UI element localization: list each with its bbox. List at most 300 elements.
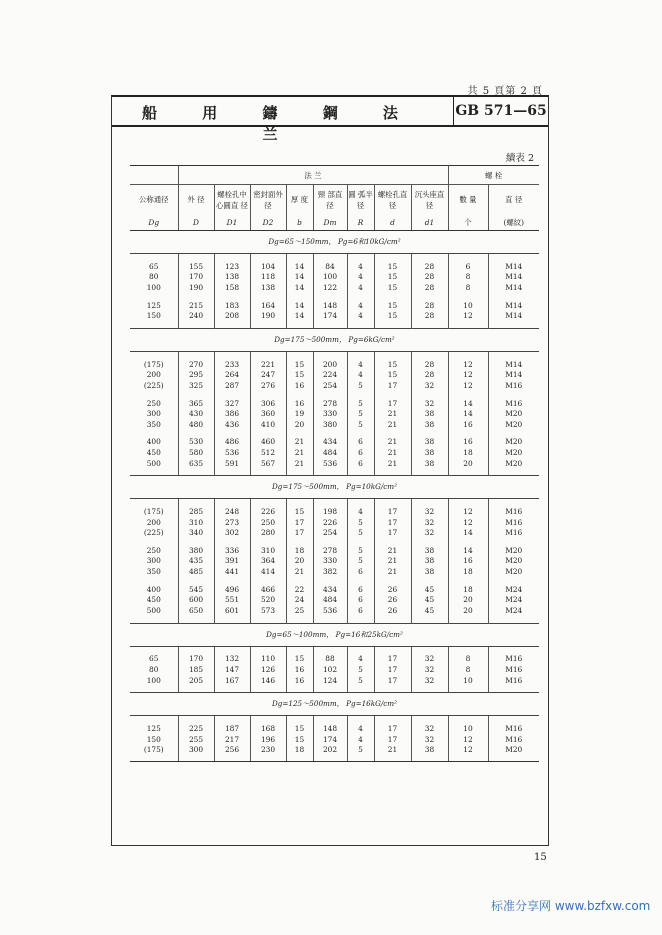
table-cell: 26 bbox=[374, 594, 411, 605]
table-cell: 16 bbox=[448, 419, 488, 430]
group-spacer bbox=[130, 321, 539, 329]
table-cell: 8 bbox=[448, 282, 488, 293]
table-row bbox=[130, 310, 539, 321]
table-cell: 380 bbox=[178, 545, 214, 556]
table-cell: M20 bbox=[505, 447, 523, 457]
table-cell: 21 bbox=[374, 545, 411, 556]
table-cell: M24 bbox=[505, 595, 523, 605]
table-cell: 302 bbox=[214, 528, 250, 539]
table-cell: 233 bbox=[214, 359, 250, 370]
header-neck-dia: 頸 部直 径 bbox=[313, 185, 347, 215]
standard-frame bbox=[111, 95, 549, 846]
table-cell: 6 bbox=[347, 447, 374, 458]
header-seal-face: 密封面外 径 bbox=[250, 185, 286, 215]
table-cell: 28 bbox=[411, 282, 448, 293]
header-nominal-dia: 公称通径 bbox=[130, 185, 178, 215]
table-cell: 38 bbox=[411, 437, 448, 448]
table-cell: 190 bbox=[178, 282, 214, 293]
table-cell: 8 bbox=[448, 272, 488, 283]
table-cell: M16 bbox=[505, 528, 523, 538]
table-cell: 15 bbox=[286, 506, 313, 517]
table-cell: 364 bbox=[250, 556, 286, 567]
table-cell: 15 bbox=[374, 261, 411, 272]
table-cell: 6 bbox=[347, 605, 374, 616]
table-row bbox=[130, 664, 539, 675]
table-cell: 22 bbox=[286, 584, 313, 595]
table-cell: 5 bbox=[347, 664, 374, 675]
table-row bbox=[130, 517, 539, 528]
table-cell: 5 bbox=[347, 398, 374, 409]
header-outer-dia: 外 径 bbox=[178, 185, 214, 215]
header-bolt-hole: 螺栓孔直 径 bbox=[374, 185, 411, 215]
page-number: 15 bbox=[534, 852, 547, 863]
table-row bbox=[130, 447, 539, 458]
header-empty bbox=[130, 166, 178, 185]
standard-code: GB 571—65 bbox=[453, 97, 548, 125]
table-cell: 14 bbox=[448, 528, 488, 539]
table-cell: 450 bbox=[130, 447, 178, 458]
table-cell: 15 bbox=[374, 310, 411, 321]
table-cell: 12 bbox=[448, 745, 488, 756]
table-cell: 310 bbox=[178, 517, 214, 528]
symbol-thickness: b bbox=[286, 214, 313, 231]
table-cell: 16 bbox=[448, 437, 488, 448]
table-cell: 104 bbox=[250, 261, 286, 272]
symbol-outer: D bbox=[178, 214, 214, 231]
table-cell: 28 bbox=[411, 310, 448, 321]
section-condition-label: Dg=65～150mm， Pg=6和10kG/cm² bbox=[130, 231, 539, 254]
table-cell: 5 bbox=[347, 517, 374, 528]
section-condition-label: Dg=125～500mm， Pg=16kG/cm² bbox=[130, 693, 539, 716]
table-cell: 28 bbox=[411, 272, 448, 283]
table-cell: 12 bbox=[448, 506, 488, 517]
table-cell: 21 bbox=[374, 556, 411, 567]
table-cell: 278 bbox=[313, 398, 347, 409]
table-cell: 496 bbox=[214, 584, 250, 595]
table-cell: 484 bbox=[313, 447, 347, 458]
table-cell: 205 bbox=[178, 675, 214, 686]
table-cell: (225) bbox=[130, 528, 178, 539]
table-cell: 14 bbox=[448, 398, 488, 409]
table-cell: 138 bbox=[214, 272, 250, 283]
table-cell: 190 bbox=[250, 310, 286, 321]
table-cell: 21 bbox=[374, 437, 411, 448]
table-cell: M24 bbox=[505, 605, 523, 615]
symbol-countersink: d1 bbox=[411, 214, 448, 231]
table-cell: 28 bbox=[411, 300, 448, 311]
section-heading bbox=[130, 231, 539, 254]
table-cell: 435 bbox=[178, 556, 214, 567]
table-cell: 187 bbox=[214, 723, 250, 734]
table-cell: 264 bbox=[214, 370, 250, 381]
table-row bbox=[130, 745, 539, 756]
table-cell: 5 bbox=[347, 675, 374, 686]
table-cell: 250 bbox=[130, 398, 178, 409]
table-cell: 310 bbox=[250, 545, 286, 556]
table-cell: 20 bbox=[286, 556, 313, 567]
table-cell: 4 bbox=[347, 282, 374, 293]
group-spacer bbox=[130, 468, 539, 476]
table-cell: 14 bbox=[448, 408, 488, 419]
table-cell: 100 bbox=[313, 272, 347, 283]
table-cell: 17 bbox=[374, 517, 411, 528]
table-cell: 217 bbox=[214, 734, 250, 745]
table-cell: (175) bbox=[130, 745, 178, 756]
table-cell: 17 bbox=[374, 723, 411, 734]
table-cell: 100 bbox=[130, 282, 178, 293]
table-cell: 4 bbox=[347, 654, 374, 665]
table-cell: 6 bbox=[448, 261, 488, 272]
table-cell: 16 bbox=[286, 380, 313, 391]
table-cell: M14 bbox=[505, 359, 523, 369]
table-cell: 174 bbox=[313, 310, 347, 321]
table-cell: 118 bbox=[250, 272, 286, 283]
table-cell: 16 bbox=[286, 664, 313, 675]
table-cell: (175) bbox=[130, 359, 178, 370]
table-cell: 17 bbox=[286, 528, 313, 539]
table-cell: 16 bbox=[448, 556, 488, 567]
table-row bbox=[130, 272, 539, 283]
table-cell: 480 bbox=[178, 419, 214, 430]
table-cell: 15 bbox=[286, 723, 313, 734]
table-cell: 32 bbox=[411, 654, 448, 665]
table-cell: 5 bbox=[347, 419, 374, 430]
header-bolt-group: 螺 栓 bbox=[448, 166, 539, 185]
table-cell: 450 bbox=[130, 594, 178, 605]
table-cell: 14 bbox=[286, 300, 313, 311]
table-cell: 530 bbox=[178, 437, 214, 448]
table-cell: 276 bbox=[250, 380, 286, 391]
table-cell: 255 bbox=[178, 734, 214, 745]
group-spacer bbox=[130, 755, 539, 762]
table-cell: 21 bbox=[374, 745, 411, 756]
table-cell: 38 bbox=[411, 566, 448, 577]
table-cell: 520 bbox=[250, 594, 286, 605]
table-cell: 21 bbox=[286, 458, 313, 469]
table-cell: 21 bbox=[374, 566, 411, 577]
table-cell: 500 bbox=[130, 605, 178, 616]
table-cell: 536 bbox=[313, 605, 347, 616]
table-cell: 14 bbox=[448, 545, 488, 556]
table-cell: 38 bbox=[411, 408, 448, 419]
table-cell: M20 bbox=[505, 419, 523, 429]
table-cell: 4 bbox=[347, 310, 374, 321]
table-cell: 12 bbox=[448, 734, 488, 745]
table-cell: 196 bbox=[250, 734, 286, 745]
header-countersink: 沉头座直 径 bbox=[411, 185, 448, 215]
table-cell: 382 bbox=[313, 566, 347, 577]
table-row bbox=[130, 408, 539, 419]
table-cell: 466 bbox=[250, 584, 286, 595]
table-cell: 5 bbox=[347, 556, 374, 567]
table-cell: 15 bbox=[286, 359, 313, 370]
symbol-neck: Dm bbox=[313, 214, 347, 231]
table-cell: 38 bbox=[411, 745, 448, 756]
table-cell: 250 bbox=[250, 517, 286, 528]
table-cell: 110 bbox=[250, 654, 286, 665]
table-row bbox=[130, 437, 539, 448]
table-cell: 15 bbox=[286, 734, 313, 745]
table-cell: 4 bbox=[347, 506, 374, 517]
table-cell: 4 bbox=[347, 370, 374, 381]
table-cell: 327 bbox=[214, 398, 250, 409]
table-cell: 100 bbox=[130, 675, 178, 686]
table-cell: 155 bbox=[178, 261, 214, 272]
table-cell: 18 bbox=[448, 566, 488, 577]
table-cell: 88 bbox=[313, 654, 347, 665]
table-cell: 295 bbox=[178, 370, 214, 381]
table-cell: 6 bbox=[347, 437, 374, 448]
table-cell: 32 bbox=[411, 528, 448, 539]
table-row bbox=[130, 723, 539, 734]
table-cell: 45 bbox=[411, 584, 448, 595]
table-cell: 380 bbox=[313, 419, 347, 430]
table-cell: 17 bbox=[374, 506, 411, 517]
table-cell: 17 bbox=[286, 517, 313, 528]
table-cell: 15 bbox=[374, 272, 411, 283]
table-cell: 325 bbox=[178, 380, 214, 391]
table-cell: 8 bbox=[448, 664, 488, 675]
table-cell: 18 bbox=[448, 447, 488, 458]
table-cell: 123 bbox=[214, 261, 250, 272]
table-cell: 65 bbox=[130, 654, 178, 665]
symbol-thread: (螺紋) bbox=[488, 214, 539, 231]
table-cell: M14 bbox=[505, 370, 523, 380]
table-row bbox=[130, 300, 539, 311]
group-spacer bbox=[130, 646, 539, 654]
table-cell: 167 bbox=[214, 675, 250, 686]
table-cell: 21 bbox=[374, 458, 411, 469]
table-cell: 485 bbox=[178, 566, 214, 577]
section-condition-label: Dg=175～500mm， Pg=6kG/cm² bbox=[130, 328, 539, 351]
table-cell: 567 bbox=[250, 458, 286, 469]
table-row bbox=[130, 282, 539, 293]
table-cell: 32 bbox=[411, 506, 448, 517]
table-cell: 285 bbox=[178, 506, 214, 517]
table-cell: 32 bbox=[411, 723, 448, 734]
header-bolt-qty: 數 量 bbox=[448, 185, 488, 215]
table-cell: 5 bbox=[347, 408, 374, 419]
table-cell: M16 bbox=[505, 734, 523, 744]
table-cell: 254 bbox=[313, 380, 347, 391]
table-cell: M16 bbox=[505, 654, 523, 664]
table-row bbox=[130, 261, 539, 272]
table-cell: 12 bbox=[448, 359, 488, 370]
table-cell: 20 bbox=[448, 605, 488, 616]
table-cell: M20 bbox=[505, 556, 523, 566]
table-cell: 391 bbox=[214, 556, 250, 567]
section-condition-label: Dg=175～500mm， Pg=10kG/cm² bbox=[130, 476, 539, 499]
table-cell: 591 bbox=[214, 458, 250, 469]
symbol-qty: 个 bbox=[448, 214, 488, 231]
table-row bbox=[130, 398, 539, 409]
table-cell: 32 bbox=[411, 664, 448, 675]
table-cell: 18 bbox=[286, 545, 313, 556]
group-spacer bbox=[130, 430, 539, 437]
table-cell: 600 bbox=[178, 594, 214, 605]
table-cell: 168 bbox=[250, 723, 286, 734]
table-cell: 15 bbox=[286, 654, 313, 665]
table-cell: 330 bbox=[313, 556, 347, 567]
table-cell: 280 bbox=[250, 528, 286, 539]
table-cell: 4 bbox=[347, 723, 374, 734]
table-cell: 198 bbox=[313, 506, 347, 517]
table-cell: M16 bbox=[505, 380, 523, 390]
table-cell: 65 bbox=[130, 261, 178, 272]
table-cell: 147 bbox=[214, 664, 250, 675]
table-cell: 247 bbox=[250, 370, 286, 381]
table-cell: 601 bbox=[214, 605, 250, 616]
table-cell: 80 bbox=[130, 272, 178, 283]
symbol-fillet: R bbox=[347, 214, 374, 231]
table-cell: 84 bbox=[313, 261, 347, 272]
table-cell: 254 bbox=[313, 528, 347, 539]
table-cell: 164 bbox=[250, 300, 286, 311]
table-cell: 536 bbox=[214, 447, 250, 458]
table-cell: 8 bbox=[448, 654, 488, 665]
table-cell: 32 bbox=[411, 398, 448, 409]
table-cell: 306 bbox=[250, 398, 286, 409]
table-cell: 25 bbox=[286, 605, 313, 616]
table-cell: 28 bbox=[411, 359, 448, 370]
table-cell: 278 bbox=[313, 545, 347, 556]
table-row bbox=[130, 380, 539, 391]
table-cell: 125 bbox=[130, 300, 178, 311]
table-cell: 17 bbox=[374, 398, 411, 409]
table-cell: 650 bbox=[178, 605, 214, 616]
table-cell: 248 bbox=[214, 506, 250, 517]
table-cell: M16 bbox=[505, 675, 523, 685]
table-cell: 5 bbox=[347, 380, 374, 391]
table-cell: 5 bbox=[347, 745, 374, 756]
table-cell: 20 bbox=[448, 594, 488, 605]
table-row bbox=[130, 675, 539, 686]
table-cell: 148 bbox=[313, 300, 347, 311]
header-row-names bbox=[130, 185, 539, 215]
section-heading bbox=[130, 623, 539, 646]
table-cell: 12 bbox=[448, 370, 488, 381]
table-cell: 14 bbox=[286, 310, 313, 321]
table-cell: 360 bbox=[250, 408, 286, 419]
section-heading bbox=[130, 693, 539, 716]
table-cell: M14 bbox=[505, 272, 523, 282]
table-cell: 434 bbox=[313, 584, 347, 595]
table-cell: 158 bbox=[214, 282, 250, 293]
table-cell: 17 bbox=[374, 380, 411, 391]
table-cell: 12 bbox=[448, 380, 488, 391]
table-cell: 484 bbox=[313, 594, 347, 605]
table-cell: 17 bbox=[374, 654, 411, 665]
table-cell: 21 bbox=[286, 566, 313, 577]
table-cell: 150 bbox=[130, 310, 178, 321]
table-cell: 551 bbox=[214, 594, 250, 605]
header-thickness: 厚 度 bbox=[286, 185, 313, 215]
table-cell: 273 bbox=[214, 517, 250, 528]
table-cell: 5 bbox=[347, 545, 374, 556]
table-cell: 5 bbox=[347, 528, 374, 539]
table-cell: 15 bbox=[374, 282, 411, 293]
table-cell: 38 bbox=[411, 419, 448, 430]
symbol-hole: d bbox=[374, 214, 411, 231]
table-cell: 17 bbox=[374, 528, 411, 539]
table-cell: 12 bbox=[448, 517, 488, 528]
table-cell: 573 bbox=[250, 605, 286, 616]
table-cell: 146 bbox=[250, 675, 286, 686]
table-cell: 28 bbox=[411, 261, 448, 272]
table-cell: (175) bbox=[130, 506, 178, 517]
table-cell: 208 bbox=[214, 310, 250, 321]
table-cell: 17 bbox=[374, 734, 411, 745]
page-count-header: 共 5 頁第 2 頁 bbox=[467, 86, 543, 97]
table-cell: 26 bbox=[374, 605, 411, 616]
table-cell: M14 bbox=[505, 282, 523, 292]
group-spacer bbox=[130, 351, 539, 359]
table-cell: 6 bbox=[347, 594, 374, 605]
table-row bbox=[130, 584, 539, 595]
table-cell: 38 bbox=[411, 556, 448, 567]
table-cell: 14 bbox=[286, 272, 313, 283]
table-row bbox=[130, 359, 539, 370]
table-cell: 400 bbox=[130, 437, 178, 448]
group-spacer bbox=[130, 391, 539, 398]
table-cell: 38 bbox=[411, 458, 448, 469]
table-cell: M20 bbox=[505, 437, 523, 447]
table-cell: M16 bbox=[505, 517, 523, 527]
table-cell: 21 bbox=[286, 447, 313, 458]
table-row bbox=[130, 458, 539, 469]
table-cell: 32 bbox=[411, 380, 448, 391]
table-cell: M24 bbox=[505, 584, 523, 594]
table-cell: 430 bbox=[178, 408, 214, 419]
group-spacer bbox=[130, 616, 539, 624]
section-heading bbox=[130, 328, 539, 351]
table-cell: 132 bbox=[214, 654, 250, 665]
group-spacer bbox=[130, 538, 539, 545]
watermark: 标准分享网 www.bzfxw.com bbox=[491, 899, 651, 913]
table-cell: 45 bbox=[411, 605, 448, 616]
header-row-groups bbox=[130, 166, 539, 185]
table-row bbox=[130, 419, 539, 430]
title-bar bbox=[112, 97, 548, 143]
document-title: 船 用 鑄 鋼 法 兰 bbox=[142, 104, 418, 143]
header-flange-group: 法 兰 bbox=[178, 166, 448, 185]
table-cell: 170 bbox=[178, 654, 214, 665]
group-spacer bbox=[130, 685, 539, 693]
table-cell: 414 bbox=[250, 566, 286, 577]
table-cell: M16 bbox=[505, 665, 523, 675]
table-cell: 20 bbox=[286, 419, 313, 430]
table-cell: 300 bbox=[130, 556, 178, 567]
table-cell: 224 bbox=[313, 370, 347, 381]
table-cell: 21 bbox=[374, 447, 411, 458]
header-bolt-circle: 螺栓孔中心圓直 径 bbox=[214, 185, 250, 215]
table-cell: 20 bbox=[448, 458, 488, 469]
table-cell: 512 bbox=[250, 447, 286, 458]
table-cell: 240 bbox=[178, 310, 214, 321]
table-cell: 340 bbox=[178, 528, 214, 539]
table-cell: 183 bbox=[214, 300, 250, 311]
table-cell: 256 bbox=[214, 745, 250, 756]
table-cell: 580 bbox=[178, 447, 214, 458]
table-cell: 434 bbox=[313, 437, 347, 448]
table-cell: M20 bbox=[505, 745, 523, 755]
table-cell: 230 bbox=[250, 745, 286, 756]
header-row-symbols bbox=[130, 214, 539, 231]
table-cell: 365 bbox=[178, 398, 214, 409]
table-cell: 486 bbox=[214, 437, 250, 448]
table-cell: 14 bbox=[286, 282, 313, 293]
table-cell: 170 bbox=[178, 272, 214, 283]
